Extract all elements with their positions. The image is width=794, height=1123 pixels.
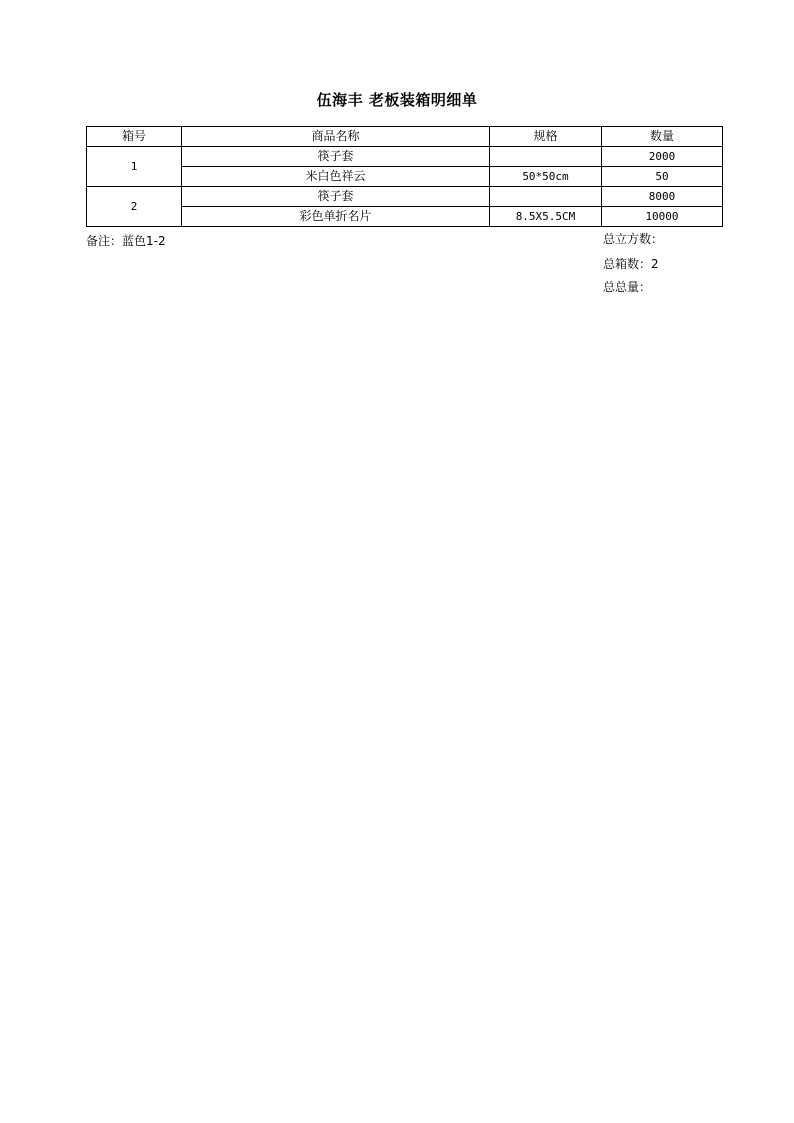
total-weight-label: 总总量： — [603, 280, 652, 294]
header-spec: 规格 — [490, 127, 602, 147]
table-header-row — [87, 127, 723, 147]
quantity-cell: 8000 — [602, 187, 723, 207]
product-name-cell: 彩色单折名片 — [182, 207, 490, 227]
total-volume-label: 总立方数： — [603, 232, 664, 246]
box-number-cell: 1 — [87, 147, 182, 187]
spec-cell — [490, 187, 602, 207]
spec-cell — [490, 147, 602, 167]
total-boxes-label: 总箱数：2 — [603, 257, 659, 271]
packing-list-table — [86, 126, 723, 227]
quantity-cell: 50 — [602, 167, 723, 187]
header-product-name: 商品名称 — [182, 127, 490, 147]
product-name-cell: 米白色祥云 — [182, 167, 490, 187]
document-title: 伍海丰 老板装箱明细单 — [316, 91, 478, 109]
product-name-cell: 筷子套 — [182, 147, 490, 167]
product-name-cell: 筷子套 — [182, 187, 490, 207]
spec-cell: 50*50cm — [490, 167, 602, 187]
table-row — [87, 207, 723, 227]
table-row — [87, 187, 723, 207]
quantity-cell: 10000 — [602, 207, 723, 227]
box-number-cell: 2 — [87, 187, 182, 227]
header-box-no: 箱号 — [87, 127, 182, 147]
header-quantity: 数量 — [602, 127, 723, 147]
quantity-cell: 2000 — [602, 147, 723, 167]
remark-note: 备注：蓝色1-2 — [86, 234, 166, 248]
table-row — [87, 167, 723, 187]
spec-cell: 8.5X5.5CM — [490, 207, 602, 227]
table-row — [87, 147, 723, 167]
